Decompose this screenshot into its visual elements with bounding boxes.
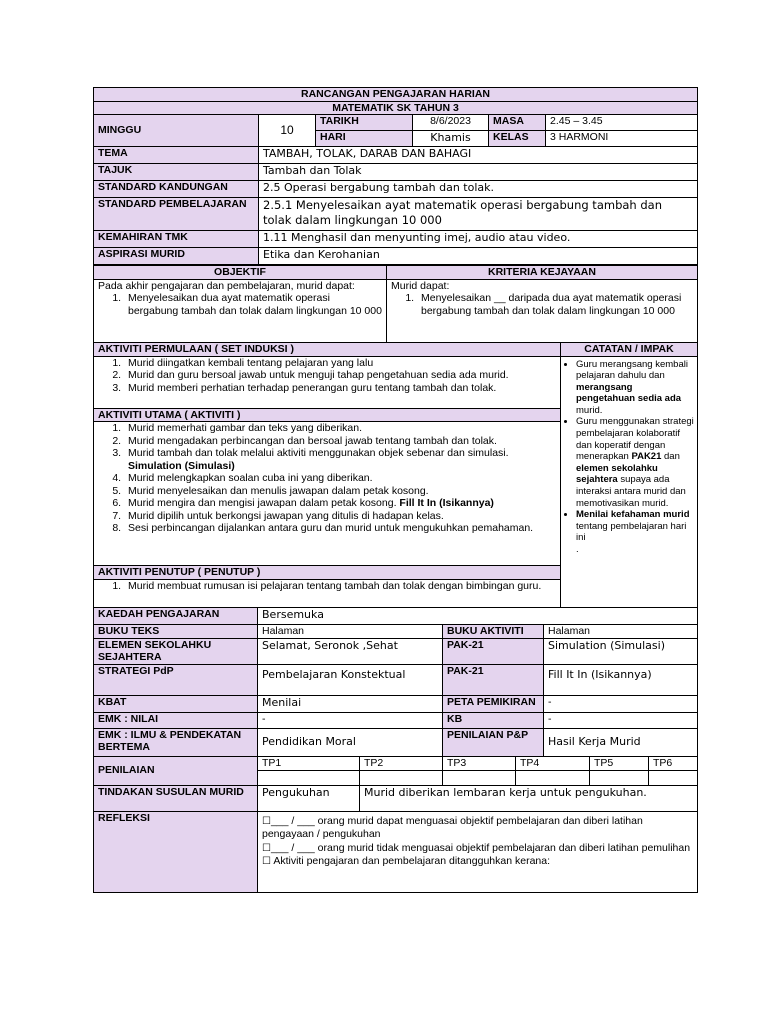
masa-value: 2.45 – 3.45 xyxy=(546,115,698,131)
aspirasi-murid-value: Etika dan Kerohanian xyxy=(259,248,698,265)
tp6-label: TP6 xyxy=(649,756,698,770)
kriteria-item: 1. Menyelesaikan __ daripada dua ayat matematik operasi bergabung tambah dan tolak dalam lingkungan 10 000 xyxy=(417,292,693,317)
emk-nilai-value: - xyxy=(258,712,443,728)
list-item: 8. Sesi perbincangan dijalankan antara guru dan murid untuk mengukuhkan pemahaman. xyxy=(124,522,556,535)
tema-label: TEMA xyxy=(94,147,259,164)
buku-teks-value: Halaman xyxy=(258,625,443,639)
refleksi-line-1: ☐___ / ___ orang murid dapat menguasai objektif pembelajaran dan diberi latihan pengayaan / pengukuhan xyxy=(262,814,643,840)
catatan-item-2: • Guru menggunakan strategi pembelajaran kolaboratif dan koperatif dengan menerapkan PAK21 dan elemen sekolahku sejahtera supaya ada interaksi antara murid dan memotivasikan murid. xyxy=(576,416,694,509)
pak21-label-1: PAK-21 xyxy=(443,638,544,664)
kriteria-content xyxy=(387,279,698,342)
tindakan-label: TINDAKAN SUSULAN MURID xyxy=(94,785,258,811)
tajuk-value: Tambah dan Tolak xyxy=(259,164,698,181)
kaedah-value: Bersemuka xyxy=(258,608,698,625)
objektif-table xyxy=(93,265,698,343)
elemen-value: Selamat, Seronok ,Sehat xyxy=(258,638,443,664)
checkbox-icon: ☐ xyxy=(262,856,271,867)
list-item: 1. Murid membuat rumusan isi pelajaran tentang tambah dan tolak dengan bimbingan guru. xyxy=(124,580,556,593)
kbat-label: KBAT xyxy=(94,695,258,712)
penutup-content xyxy=(94,579,561,607)
list-item: 3. Murid tambah dan tolak melalui aktiviti menggunakan objek sebenar dan simulasi. Simulation (Simulasi) xyxy=(124,447,556,472)
emk-nilai-label: EMK : NILAI xyxy=(94,712,258,728)
catatan-item-3: • Menilai kefahaman murid tentang pembelajaran hari ini xyxy=(576,509,694,544)
utama-label: AKTIVITI UTAMA ( AKTIVITI ) xyxy=(94,408,561,422)
pak21-label-2: PAK-21 xyxy=(443,664,544,695)
kemahiran-tmk-value: 1.11 Menghasil dan menyunting imej, audio atau video. xyxy=(259,231,698,248)
refleksi-line-3: ☐ Aktiviti pengajaran dan pembelajaran ditangguhkan kerana: xyxy=(262,855,551,867)
standard-pembelajaran-label: STANDARD PEMBELAJARAN xyxy=(94,198,259,231)
pak21-value-1: Simulation (Simulasi) xyxy=(544,638,698,664)
page-title: RANCANGAN PENGAJARAN HARIAN xyxy=(94,88,698,102)
refleksi-label: REFLEKSI xyxy=(94,811,258,892)
hari-value: Khamis xyxy=(413,131,489,147)
elemen-label: ELEMEN SEKOLAHKU SEJAHTERA xyxy=(94,638,258,664)
tp3-label: TP3 xyxy=(443,756,516,770)
tindakan-type: Pengukuhan xyxy=(258,785,360,811)
kbat-value: Menilai xyxy=(258,695,443,712)
tarikh-value: 8/6/2023 xyxy=(413,115,489,131)
list-item: 4. Murid melengkapkan soalan cuba ini yang diberikan. xyxy=(124,472,556,485)
tema-value: TAMBAH, TOLAK, DARAB DAN BAHAGI xyxy=(259,147,698,164)
tindakan-value: Murid diberikan lembaran kerja untuk pengukuhan. xyxy=(360,785,698,811)
list-item: 2. Murid dan guru bersoal jawab untuk menguji tahap pengetahuan sedia ada murid. xyxy=(124,369,556,382)
permulaan-content xyxy=(94,356,561,408)
kriteria-intro: Murid dapat: xyxy=(391,279,450,292)
emk-ilmu-label: EMK : ILMU & PENDEKATAN BERTEMA xyxy=(94,728,258,756)
penilaian-pp-value: Hasil Kerja Murid xyxy=(544,728,698,756)
list-item: 6. Murid mengira dan mengisi jawapan dalam petak kosong. Fill It In (Isikannya) xyxy=(124,497,556,510)
utama-content xyxy=(94,422,561,566)
buku-aktiviti-value: Halaman xyxy=(544,625,698,639)
standard-kandungan-label: STANDARD KANDUNGAN xyxy=(94,181,259,198)
emk-ilmu-value: Pendidikan Moral xyxy=(258,728,443,756)
tp3-cell xyxy=(443,770,516,785)
tp1-label: TP1 xyxy=(258,756,360,770)
checkbox-icon: ☐ xyxy=(262,815,271,827)
tp2-cell xyxy=(360,770,443,785)
tp1-cell xyxy=(258,770,360,785)
list-item: 3. Murid memberi perhatian terhadap penerangan guru tentang tambah dan tolak. xyxy=(124,382,556,395)
list-item: 5. Murid menyelesaikan dan menulis jawapan dalam petak kosong. xyxy=(124,485,556,498)
list-item: 2. Murid mengadakan perbincangan dan bersoal jawab tentang tambah dan tolak. xyxy=(124,435,556,448)
catatan-end: . xyxy=(576,544,579,555)
penilaian-label: PENILAIAN xyxy=(94,756,258,785)
catatan-content xyxy=(561,356,698,607)
kelas-value: 3 HARMONI xyxy=(546,131,698,147)
objektif-content xyxy=(94,279,387,342)
kb-value: - xyxy=(544,712,698,728)
tp6-cell xyxy=(649,770,698,785)
tp2-label: TP2 xyxy=(360,756,443,770)
kriteria-label: KRITERIA KEJAYAAN xyxy=(387,266,698,280)
masa-label: MASA xyxy=(489,115,546,131)
lower-table xyxy=(93,607,698,893)
list-item: 1. Murid memerhati gambar dan teks yang diberikan. xyxy=(124,422,556,435)
aspirasi-murid-label: ASPIRASI MURID xyxy=(94,248,259,265)
objektif-intro: Pada akhir pengajaran dan pembelajaran, murid dapat: xyxy=(98,279,355,292)
tp4-label: TP4 xyxy=(516,756,590,770)
tp4-cell xyxy=(516,770,590,785)
standard-kandungan-value: 2.5 Operasi bergabung tambah dan tolak. xyxy=(259,181,698,198)
tarikh-label: TARIKH xyxy=(316,115,413,131)
peta-pemikiran-label: PETA PEMIKIRAN xyxy=(443,695,544,712)
penutup-label: AKTIVITI PENUTUP ( PENUTUP ) xyxy=(94,566,561,580)
permulaan-label: AKTIVITI PERMULAAN ( SET INDUKSI ) xyxy=(94,343,561,357)
peta-pemikiran-value: - xyxy=(544,695,698,712)
minggu-value: 10 xyxy=(259,115,316,147)
pak21-value-2: Fill It In (Isikannya) xyxy=(544,664,698,695)
penilaian-pp-label: PENILAIAN P&P xyxy=(443,728,544,756)
tp5-cell xyxy=(590,770,649,785)
catatan-label: CATATAN / IMPAK xyxy=(561,343,698,357)
strategi-value: Pembelajaran Konstektual xyxy=(258,664,443,695)
kaedah-label: KAEDAH PENGAJARAN xyxy=(94,608,258,625)
aktiviti-table xyxy=(93,342,698,608)
hari-label: HARI xyxy=(316,131,413,147)
top-table xyxy=(93,87,698,265)
page-subtitle: MATEMATIK SK TAHUN 3 xyxy=(94,101,698,115)
objektif-label: OBJEKTIF xyxy=(94,266,387,280)
buku-teks-label: BUKU TEKS xyxy=(94,625,258,639)
tp5-label: TP5 xyxy=(590,756,649,770)
list-item: 7. Murid dipilih untuk berkongsi jawapan yang ditulis di hadapan kelas. xyxy=(124,510,556,523)
kb-label: KB xyxy=(443,712,544,728)
refleksi-content xyxy=(258,811,698,892)
objektif-item: 1. Menyelesaikan dua ayat matematik operasi bergabung tambah dan tolak dalam lingkungan 10 000 xyxy=(124,292,382,317)
kemahiran-tmk-label: KEMAHIRAN TMK xyxy=(94,231,259,248)
strategi-label: STRATEGI PdP xyxy=(94,664,258,695)
catatan-item-1: • Guru merangsang kembali pelajaran dahulu dan merangsang pengetahuan sedia ada murid. xyxy=(576,359,694,417)
refleksi-line-2: ☐___ / ___ orang murid tidak menguasai objektif pembelajaran dan diberi latihan pemulihan xyxy=(262,841,691,854)
tajuk-label: TAJUK xyxy=(94,164,259,181)
list-item: 1. Murid diingatkan kembali tentang pelajaran yang lalu xyxy=(124,357,556,370)
buku-aktiviti-label: BUKU AKTIVITI xyxy=(443,625,544,639)
kelas-label: KELAS xyxy=(489,131,546,147)
standard-pembelajaran-value: 2.5.1 Menyelesaikan ayat matematik operasi bergabung tambah dan tolak dalam lingkungan 10 000 xyxy=(259,198,698,231)
checkbox-icon: ☐ xyxy=(262,842,271,854)
minggu-label: MINGGU xyxy=(94,115,259,147)
